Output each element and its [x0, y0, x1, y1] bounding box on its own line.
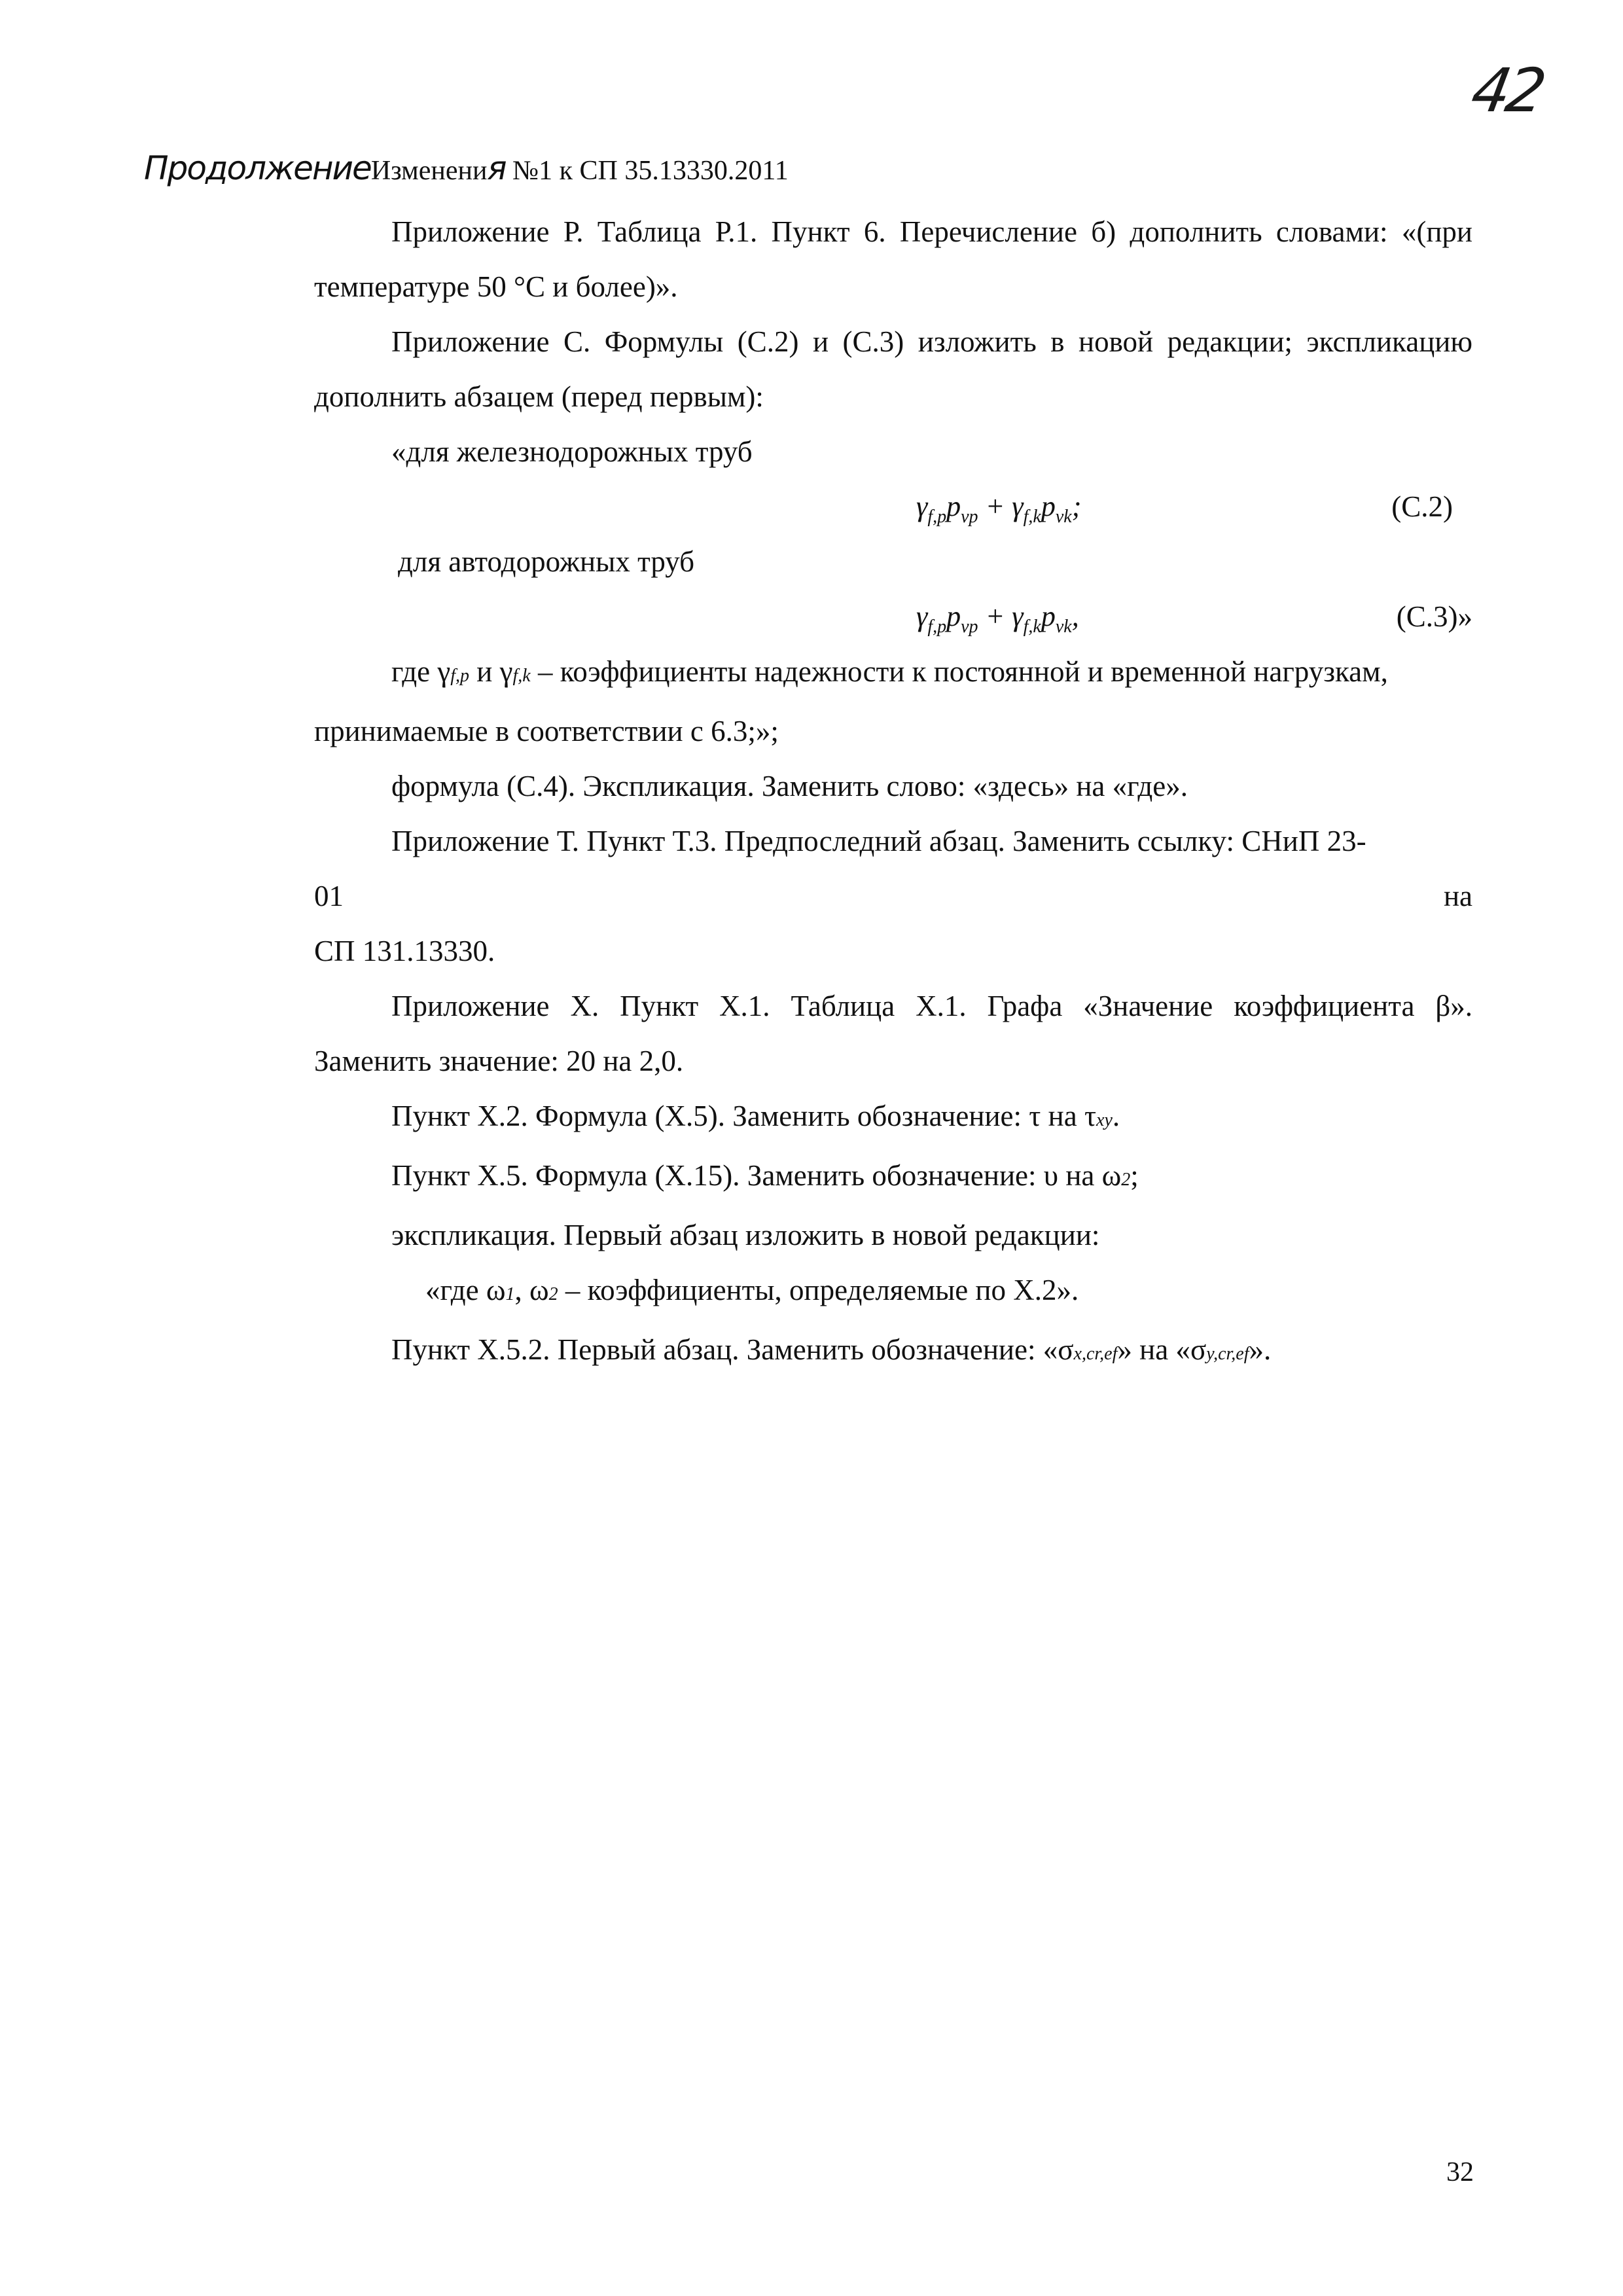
formula-c3-row	[314, 589, 1472, 644]
handwritten-prefix: Продолжение	[144, 149, 371, 187]
page-number: 32	[1446, 2157, 1474, 2187]
paragraph-x5: Пункт Х.5. Формула (Х.15). Заменить обозначение: υ на ω2;	[391, 1159, 1139, 1192]
paragraph-railway-pipes: «для железнодорожных труб	[391, 435, 753, 468]
document-header	[144, 149, 789, 187]
paragraph-annex-s: Приложение С. Формулы (С.2) и (С.3) изложить в новой редакции; экспликацию дополнить абзацем (перед первым):	[314, 325, 1472, 413]
formula-c3-number: (С.3)»	[1396, 600, 1472, 633]
paragraph-x2: Пункт Х.2. Формула (Х.5). Заменить обозначение: τ на τxy.	[391, 1100, 1120, 1132]
handwritten-suffix: я	[487, 149, 506, 187]
word-na: на	[1443, 880, 1472, 912]
paragraph-annex-t-line3: СП 131.13330.	[314, 935, 495, 967]
formula-c2-row	[314, 479, 1472, 534]
paragraph-road-pipes: для автодорожных труб	[398, 545, 695, 578]
paragraph-where-gamma: где γf,p и γf,k – коэффициенты надежности к постоянной и временной нагрузкам,	[391, 655, 1388, 688]
document-body	[314, 204, 1472, 1382]
paragraph-annex-t: Приложение Т. Пункт Т.3. Предпоследний абзац. Заменить ссылку: СНиП 23-	[391, 825, 1366, 857]
paragraph-accepted: принимаемые в соответствии с 6.3;»;	[314, 715, 779, 747]
snip-code-part: 01	[314, 880, 344, 912]
formula-c3: $\gamma_{f,p}p_{vp} + \gamma_{f,k}p_{vk}$,	[916, 600, 1079, 637]
header-printed-b: №1 к СП 35.13330.2011	[505, 156, 789, 186]
header-printed-a: Изменени	[370, 156, 488, 186]
paragraph-annex-x: Приложение Х. Пункт Х.1. Таблица Х.1. Графа «Значение коэффициента β». Заменить значение: 20 на 2,0.	[314, 990, 1472, 1077]
paragraph-annex-r: Приложение Р. Таблица Р.1. Пункт 6. Перечисление б) дополнить словами: «(при температуре 50 °С и более)».	[314, 215, 1472, 303]
paragraph-x52: Пункт Х.5.2. Первый абзац. Заменить обозначение: «σx,cr,ef» на «σy,cr,ef».	[391, 1333, 1272, 1366]
paragraph-omega: «где ω1, ω2 – коэффициенты, определяемые по Х.2».	[425, 1274, 1079, 1306]
paragraph-explication: экспликация. Первый абзац изложить в новой редакции:	[391, 1219, 1100, 1251]
formula-c2-number: (С.2)	[1391, 490, 1453, 523]
formula-c2: $\gamma_{f,p}p_{vp} + \gamma_{f,k}p_{vk}$;	[916, 490, 1082, 527]
handwritten-page-number: 42	[1466, 56, 1548, 126]
paragraph-formula-c4: формула (С.4). Экспликация. Заменить слово: «здесь» на «где».	[391, 770, 1188, 802]
paragraph-annex-t-line2	[314, 869, 1472, 924]
